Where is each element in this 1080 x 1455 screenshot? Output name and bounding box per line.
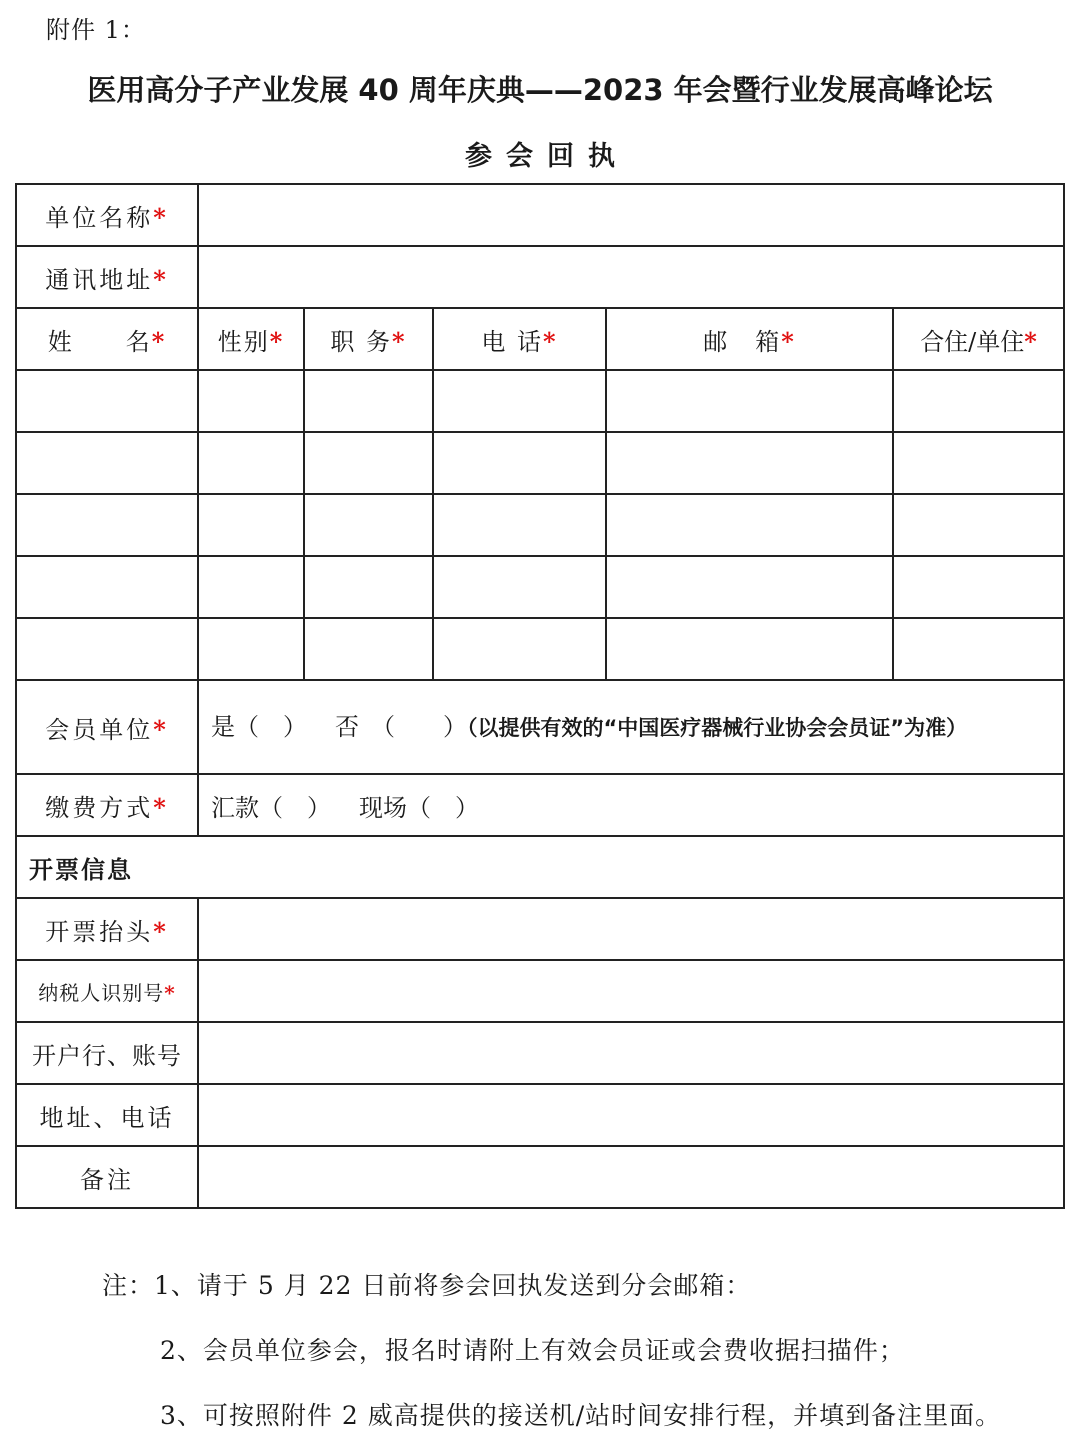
address-field[interactable] (198, 246, 1064, 308)
invoice-section-row (16, 836, 1064, 898)
required-asterisk: * (164, 980, 176, 1005)
note-3: 3、可按照附件 2 威高提供的接送机/站时间安排行程，并填到备注里面。 (160, 1401, 1002, 1430)
payment-remit-option[interactable]: 汇款（ ） (211, 793, 331, 822)
note-2: 2、会员单位参会，报名时请附上有效会员证或会费收据扫描件； (160, 1336, 905, 1365)
attendee-phone-cell[interactable] (433, 370, 606, 432)
required-asterisk: * (153, 916, 169, 946)
attendee-row (16, 494, 1064, 556)
col-email-header: 邮 箱* (606, 308, 893, 370)
payment-onsite-option[interactable]: 现场（ ） (359, 793, 479, 822)
attendee-phone-cell[interactable] (433, 494, 606, 556)
required-asterisk: * (269, 326, 285, 356)
attendee-row (16, 556, 1064, 618)
attendee-phone-cell[interactable] (433, 618, 606, 680)
attendee-phone-cell[interactable] (433, 556, 606, 618)
address-phone-field[interactable] (198, 1084, 1064, 1146)
invoice-title-field[interactable] (198, 898, 1064, 960)
payment-row (16, 774, 1064, 836)
attendee-gender-cell[interactable] (198, 494, 304, 556)
payment-options (198, 774, 1064, 836)
payment-label: 缴费方式* (16, 774, 198, 836)
attendee-email-cell[interactable] (606, 618, 893, 680)
bank-account-label: 开户行、账号 (16, 1022, 198, 1084)
invoice-title-row (16, 898, 1064, 960)
required-asterisk: * (153, 714, 169, 744)
attendee-email-cell[interactable] (606, 556, 893, 618)
attendee-row (16, 370, 1064, 432)
required-asterisk: * (392, 326, 407, 356)
form-subtitle: 参会回执 (465, 141, 629, 172)
attendee-room-cell[interactable] (893, 556, 1064, 618)
required-asterisk: * (151, 326, 167, 356)
member-note: （以提供有效的“中国医疗器械行业协会会员证”为准） (467, 715, 968, 740)
registration-form-table (15, 183, 1065, 1209)
member-label: 会员单位* (16, 680, 198, 774)
required-asterisk: * (153, 264, 169, 294)
attendee-email-cell[interactable] (606, 494, 893, 556)
attendee-name-cell[interactable] (16, 618, 198, 680)
attendee-gender-cell[interactable] (198, 556, 304, 618)
col-phone-header: 电 话* (433, 308, 606, 370)
taxpayer-row (16, 960, 1064, 1022)
address-label: 通讯地址* (16, 246, 198, 308)
remarks-field[interactable] (198, 1146, 1064, 1208)
required-asterisk: * (153, 202, 169, 232)
attendee-gender-cell[interactable] (198, 432, 304, 494)
address-row (16, 246, 1064, 308)
attendee-position-cell[interactable] (304, 432, 433, 494)
unit-name-field[interactable] (198, 184, 1064, 246)
col-name-header: 姓 名* (16, 308, 198, 370)
unit-name-label: 单位名称* (16, 184, 198, 246)
required-asterisk: * (781, 326, 796, 356)
attendee-row (16, 618, 1064, 680)
member-no-option[interactable]: 否 （ ） (335, 712, 467, 741)
attendee-row (16, 432, 1064, 494)
bank-account-field[interactable] (198, 1022, 1064, 1084)
col-position-header: 职 务* (304, 308, 433, 370)
page-title: 医用高分子产业发展 40 周年庆典——2023 年会暨行业发展高峰论坛 (87, 73, 993, 107)
col-gender-header: 性别* (198, 308, 304, 370)
invoice-title-label: 开票抬头* (16, 898, 198, 960)
taxpayer-id-field[interactable] (198, 960, 1064, 1022)
address-phone-label: 地址、电话 (16, 1084, 198, 1146)
attendee-gender-cell[interactable] (198, 370, 304, 432)
attendee-phone-cell[interactable] (433, 432, 606, 494)
invoice-section-heading: 开票信息 (16, 836, 1064, 898)
required-asterisk: * (543, 326, 558, 356)
attendee-name-cell[interactable] (16, 494, 198, 556)
note-1: 注：1、请于 5 月 22 日前将参会回执发送到分会邮箱： (102, 1271, 752, 1300)
member-yes-option[interactable]: 是（ ） (211, 712, 307, 741)
taxpayer-id-label: 纳税人识别号* (16, 960, 198, 1022)
attendee-email-cell[interactable] (606, 370, 893, 432)
attendee-header-row (16, 308, 1064, 370)
remarks-row (16, 1146, 1064, 1208)
attendee-position-cell[interactable] (304, 370, 433, 432)
attendee-name-cell[interactable] (16, 432, 198, 494)
remarks-label: 备注 (16, 1146, 198, 1208)
required-asterisk: * (1024, 326, 1037, 356)
attendee-room-cell[interactable] (893, 370, 1064, 432)
attendee-email-cell[interactable] (606, 432, 893, 494)
member-row (16, 680, 1064, 774)
attendee-name-cell[interactable] (16, 370, 198, 432)
addr-phone-row (16, 1084, 1064, 1146)
attachment-label: 附件 1： (46, 16, 146, 44)
attendee-room-cell[interactable] (893, 432, 1064, 494)
unit-name-row (16, 184, 1064, 246)
col-room-header: 合住/单住* (893, 308, 1064, 370)
attendee-name-cell[interactable] (16, 556, 198, 618)
attendee-gender-cell[interactable] (198, 618, 304, 680)
attendee-room-cell[interactable] (893, 494, 1064, 556)
attendee-position-cell[interactable] (304, 494, 433, 556)
required-asterisk: * (153, 792, 169, 822)
bank-row (16, 1022, 1064, 1084)
attendee-position-cell[interactable] (304, 556, 433, 618)
member-options[interactable] (198, 680, 1064, 774)
attendee-room-cell[interactable] (893, 618, 1064, 680)
attendee-position-cell[interactable] (304, 618, 433, 680)
